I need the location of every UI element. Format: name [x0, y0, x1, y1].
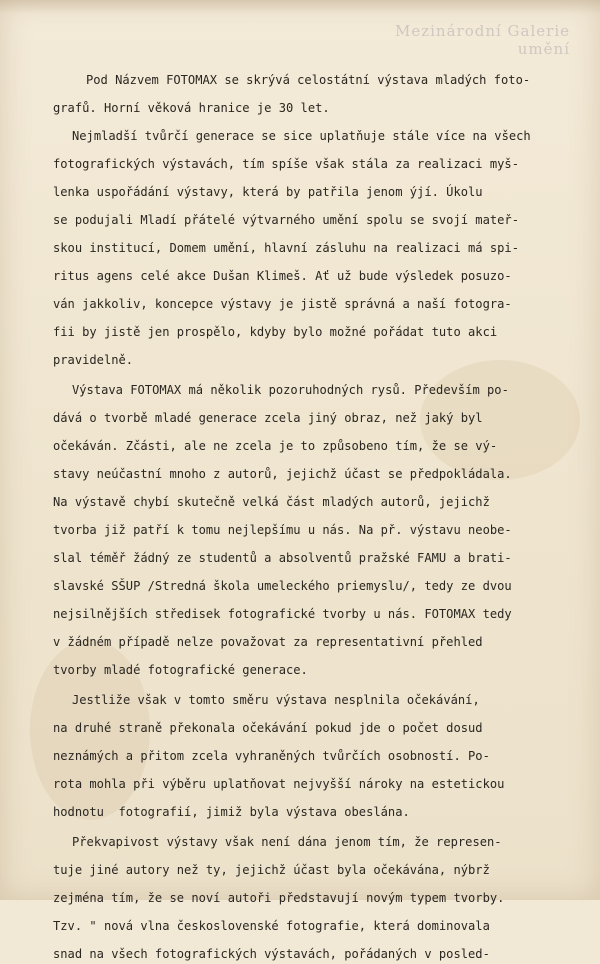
- paper-edge-shadow: [0, 0, 600, 14]
- text-line: rota mohla při výběru uplatňovat nejvyšší nároky na estetickou: [53, 777, 505, 791]
- text-line: tuje jiné autory než ty, jejichž účast byla očekávána, nýbrž: [53, 863, 490, 877]
- text-line: zejména tím, že se noví autoři představují novým typem tvorby.: [53, 891, 505, 905]
- text-line: v žádném případě nelze považovat za representativní přehled: [53, 635, 483, 649]
- text-line: slal téměř žádný ze studentů a absolventů pražské FAMU a brati-: [53, 551, 512, 565]
- text-line: Překvapivost výstavy však není dána jenom tím, že represen-: [72, 835, 502, 849]
- text-line: Pod Názvem FOTOMAX se skrývá celostátní výstava mladých foto-: [86, 73, 531, 87]
- text-line: slavské SŠUP /Stredná škola umeleckého priemyslu/, tedy ze dvou: [53, 579, 512, 593]
- text-line: očekáván. Zčásti, ale ne zcela je to způsobeno tím, že se vý-: [53, 439, 498, 453]
- text-line: grafů. Horní věková hranice je 30 let.: [53, 101, 330, 115]
- text-line: stavy neúčastní mnoho z autorů, jejichž účast se předpokládala.: [53, 467, 512, 481]
- text-line: se podujali Mladí přátelé výtvarného umění spolu se svojí mateř-: [53, 213, 519, 227]
- text-line: Jestliže však v tomto směru výstava nesplnila očekávání,: [72, 693, 480, 707]
- text-line: lenka uspořádání výstavy, která by patřila jenom ýjí. Úkolu: [53, 185, 483, 199]
- letterhead-bleed-through: [380, 22, 570, 58]
- text-line: Nejmladší tvůrčí generace se sice uplatňuje stále více na všech: [72, 129, 531, 143]
- text-line: snad na všech fotografických výstavách, pořádaných v posled-: [53, 947, 490, 961]
- letterhead-line: Mezinárodní Galerie umění: [394, 22, 570, 58]
- text-line: Tzv. " nová vlna československé fotografie, která dominovala: [53, 919, 490, 933]
- text-line: ván jakkoliv, koncepce výstavy je jistě správná a naší fotogra-: [53, 297, 512, 311]
- text-line: pravidelně.: [53, 353, 134, 367]
- text-line: dává o tvorbě mladé generace zcela jiný obraz, než jaký byl: [53, 411, 483, 425]
- text-line: Na výstavě chybí skutečně velká část mladých autorů, jejichž: [53, 495, 490, 509]
- text-line: tvorba již patří k tomu nejlepšímu u nás. Na př. výstavu neobe-: [53, 523, 512, 537]
- text-line: Výstava FOTOMAX má několik pozoruhodných rysů. Především po-: [72, 383, 509, 397]
- text-line: na druhé straně překonala očekávání pokud jde o počet dosud: [53, 721, 483, 735]
- text-line: skou institucí, Domem umění, hlavní zásluhu na realizaci má spi-: [53, 241, 519, 255]
- text-line: fotografických výstavách, tím spíše však stála za realizaci myš-: [53, 157, 519, 171]
- text-line: nejsilnějších středisek fotografické tvorby u nás. FOTOMAX tedy: [53, 607, 512, 621]
- text-line: fii by jistě jen prospělo, kdyby bylo možné pořádat tuto akci: [53, 325, 498, 339]
- text-line: ritus agens celé akce Dušan Klimeš. Ať už bude výsledek posuzo-: [53, 269, 512, 283]
- text-line: tvorby mladé fotografické generace.: [53, 663, 308, 677]
- text-line: neznámých a přitom zcela vyhraněných tvůrčích osobností. Po-: [53, 749, 490, 763]
- text-line: hodnotu fotografií, jimiž byla výstava obeslána.: [53, 805, 410, 819]
